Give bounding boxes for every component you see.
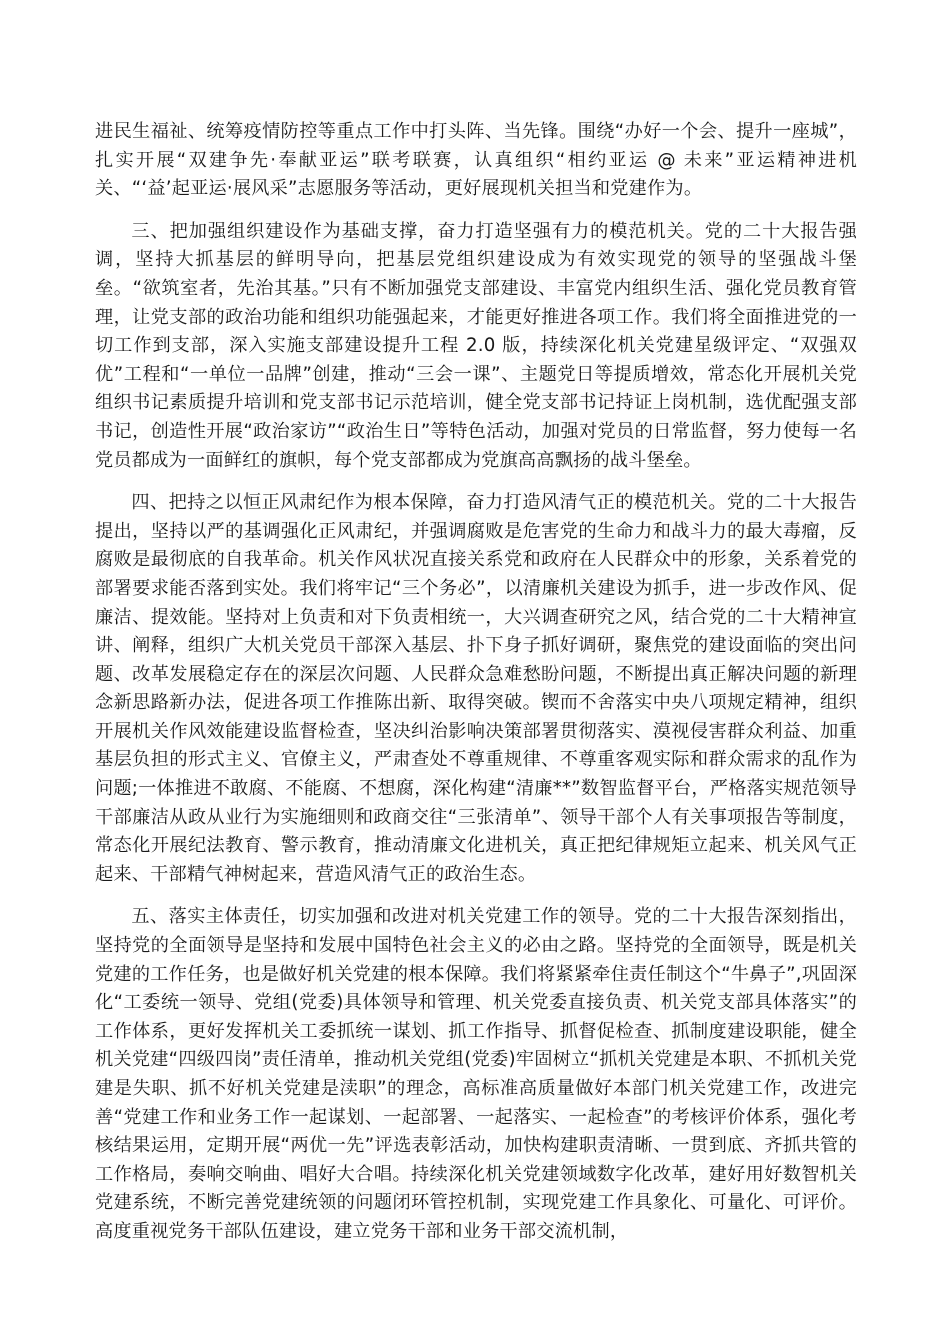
paragraph-intro-continuation: 进民生福祉、统筹疫情防控等重点工作中打头阵、当先锋。围绕“办好一个会、提升一座城”，扎实开展“双建争先·奉献亚运”联考联赛，认真组织“相约亚运 @ 未来”亚运精神进机关、“‘益’起亚运·展风采”志愿服务等活动，更好展现机关担当和党建作为。 [95, 121, 857, 200]
paragraph-section-five-responsibility: 五、落实主体责任，切实加强和改进对机关党建工作的领导。党的二十大报告深刻指出，坚持党的全面领导是坚持和发展中国特色社会主义的必由之路。坚持党的全面领导，既是机关党建的工作任务，也是做好机关党建的根本保障。我们将紧紧牵住责任制这个“牛鼻子”,巩固深化“工委统一领导、党组(党委)具体领导和管理、机关党委直接负责、机关党支部具体落实”的工作体系，更好发挥机关工委抓统一谋划、抓工作指导、抓督促检查、抓制度建设职能，健全机关党建“四级四岗”责任清单，推动机关党组(党委)牢固树立“抓机关党建是本职、不抓机关党建是失职、抓不好机关党建是渎职”的理念，高标准高质量做好本部门机关党建工作，改进完善“党建工作和业务工作一起谋划、一起部署、一起落实、一起检查”的考核评价体系，强化考核结果运用，定期开展“两优一先”评选表彰活动，加快构建职责清晰、一贯到底、齐抓共管的工作格局，奏响交响曲、唱好大合唱。持续深化机关党建领域数字化改革，建好用好数智机关党建系统，不断完善党建统领的问题闭环管控机制，实现党建工作具象化、可量化、可评价。高度重视党务干部队伍建设，建立党务干部和业务干部交流机制， [95, 906, 857, 1242]
paragraph-section-three-organization: 三、把加强组织建设作为基础支撑，奋力打造坚强有力的模范机关。党的二十大报告强调，坚持大抓基层的鲜明导向，把基层党组织建设成为有效实现党的领导的坚强战斗堡垒。“欲筑室者，先治其基。”只有不断加强党支部建设、丰富党内组织生活、强化党员教育管理，让党支部的政治功能和组织功能强起来，才能更好推进各项工作。我们将全面推进党的一切工作到支部，深入实施支部建设提升工程 2.0 版，持续深化机关党建星级评定、“双强双优”工程和“一单位一品牌”创建，推动“三会一课”、主题党日等提质增效，常态化开展机关党组织书记素质提升培训和党支部书记示范培训，健全党支部书记持证上岗机制，选优配强支部书记，创造性开展“政治家访”“政治生日”等特色活动，加强对党员的日常监督，努力使每一名党员都成为一面鲜红的旗帜，每个党支部都成为党旗高高飘扬的战斗堡垒。 [95, 220, 857, 471]
document-page [95, 118, 857, 1261]
paragraph-section-four-discipline: 四、把持之以恒正风肃纪作为根本保障，奋力打造风清气正的模范机关。党的二十大报告提出，坚持以严的基调强化正风肃纪，并强调腐败是危害党的生命力和战斗力的最大毒瘤，反腐败是最彻底的自我革命。机关作风状况直接关系党和政府在人民群众中的形象，关系着党的部署要求能否落到实处。我们将牢记“三个务必”，以清廉机关建设为抓手，进一步改作风、促廉洁、提效能。坚持对上负责和对下负责相统一，大兴调查研究之风，结合党的二十大精神宣讲、阐释，组织广大机关党员干部深入基层、扑下身子抓好调研，聚焦党的建设面临的突出问题、改革发展稳定存在的深层次问题、人民群众急难愁盼问题，不断提出真正解决问题的新理念新思路新办法，促进各项工作推陈出新、取得突破。锲而不舍落实中央八项规定精神，组织开展机关作风效能建设监督检查，坚决纠治影响决策部署贯彻落实、漠视侵害群众利益、加重基层负担的形式主义、官僚主义，严肃查处不尊重规律、不尊重客观实际和群众需求的乱作为问题;一体推进不敢腐、不能腐、不想腐，深化构建“清廉**”数智监督平台，严格落实规范领导干部廉洁从政从业行为实施细则和政商交往“三张清单”、领导干部个人有关事项报告等制度，常态化开展纪法教育、警示教育，推动清廉文化进机关，真正把纪律规矩立起来、机关风气正起来、干部精气神树起来，营造风清气正的政治生态。 [95, 492, 857, 885]
